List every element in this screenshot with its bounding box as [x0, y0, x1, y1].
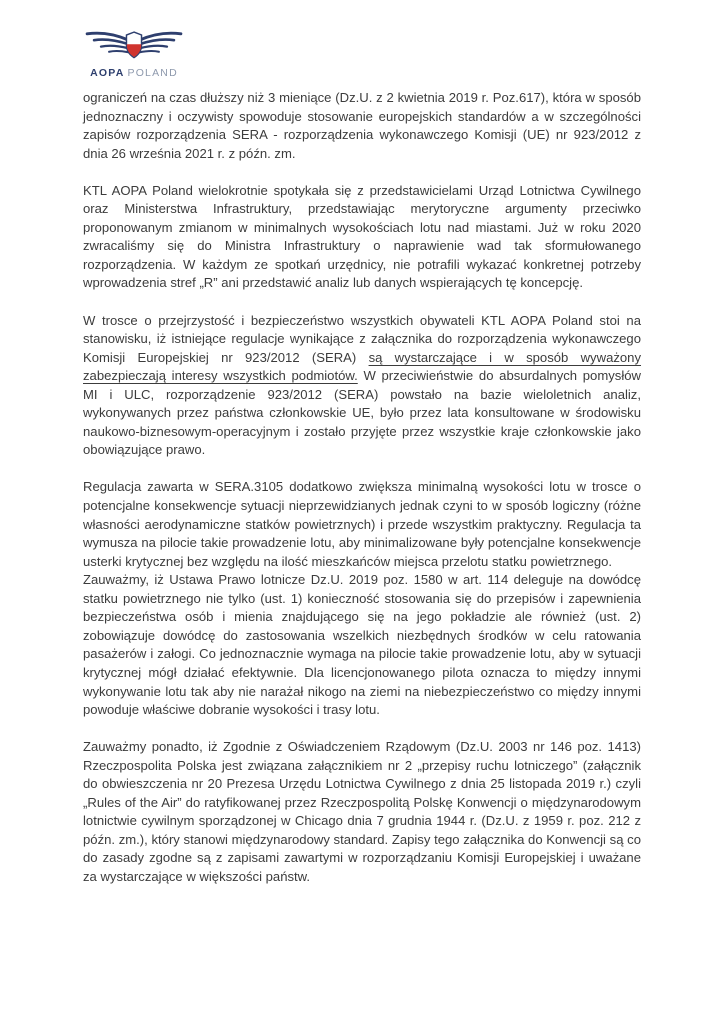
aopa-wings-icon	[78, 26, 190, 66]
paragraph-1: ograniczeń na czas dłuższy niż 3 mieniące (Dz.U. z 2 kwietnia 2019 r. Poz.617), która w sposób jednoznaczny i oczywisty spowoduje stosowanie europejskich standardów a w szczególności zapisów rozporządzenia SERA - rozporządzenia wykonawczego Komisji (UE) nr 923/2012 z dnia 26 września 2021 r. z późn. zm.	[83, 90, 641, 161]
paragraph-3-lead: W trosce o przejrzystość i bezpieczeństwo wszystkich obywateli KTL AOPA Poland stoi na stanowisku, iż istniejące regulacje wynikające z załącznika do rozporządzenia wykonawczego Komisji Europejskiej nr 923/2012 (SERA)	[83, 312, 641, 365]
underlined-statement: są wystarczające i w sposób wyważony zabezpieczają interesy wszystkich podmiotów.	[83, 349, 642, 384]
paragraph-4: Regulacja zawarta w SERA.3105 dodatkowo zwiększa minimalną wysokości lotu w trosce o potencjalne konsekwencje sytuacji nieprzewidzianych jednak czyni to w sposób logiczny (różne własności aerodynamiczne statków powietrznych) i przede wszystkim praktyczny. Regulacja ta wymusza na pilocie takie prowadzenie lotu, aby minimalizowane były potencjalne konsekwencje usterki krytycznej bez względu na ilość mieszkańców miejsca przelotu statku powietrznego.	[83, 479, 641, 569]
paragraph-3	[83, 312, 641, 460]
paragraph-5: Zauważmy, iż Ustawa Prawo lotnicze Dz.U. 2019 poz. 1580 w art. 114 deleguje na dowódcę statku powietrznego nie tylko (ust. 1) konieczność stosowania się do przepisów i zapewnienia bezpieczeństwa osób i mienia znajdującego się na jego pokładzie ale również (ust. 2) zobowiązuje dowódcę do zastosowania wszelkich niezbędnych środków w celu ratowania pasażerów i załogi. Co jednoznacznie wymaga na pilocie takie prowadzenie lotu, aby w sytuacji krytycznej mógł działać efektywnie. Dla licencjonowanego pilota oznacza to między innymi wykonywanie lotu tak aby nie narażał nikogo na ziemi na niebezpieczeństwo co między innymi powoduje właściwe dobranie wysokości i trasy lotu.	[83, 572, 641, 718]
paragraph-3-rest: W przeciwieństwie do absurdalnych pomysłów MI i ULC, rozporządzenie 923/2012 (SERA) powstało na bazie wieloletnich analiz, wykonywanych przez państwa członkowskie UE, było przez lata konsultowane w środowisku naukowo-biznesowym-operacyjnym i zostało przyjęte przez wszystkie kraje członkowskie jako obowiązujące prawo.	[83, 368, 641, 458]
shield-icon	[126, 32, 141, 57]
letter-body	[83, 89, 641, 905]
logo-org-name: AOPA	[90, 67, 125, 79]
paragraph-2: KTL AOPA Poland wielokrotnie spotykała się z przedstawicielami Urząd Lotnictwa Cywilnego oraz Ministerstwa Infrastruktury, przedstawiając merytoryczne argumenty przeciwko proponowanym zmianom w minimalnych wysokościach lotu nad miastami. Już w roku 2020 zwracaliśmy się do Ministra Infrastruktury o naprawienie wad tak sformułowanego rozporządzenia. W każdym ze spotkań urzędnicy, nie potrafili wykazać konkretnej potrzeby wprowadzenia stref „R” ani przedstawić analiz lub danych wspierających tę koncepcję.	[83, 182, 641, 291]
aopa-logo	[78, 26, 190, 79]
logo-country-name: POLAND	[127, 67, 178, 79]
paragraph-6: Zauważmy ponadto, iż Zgodnie z Oświadczeniem Rządowym (Dz.U. 2003 nr 146 poz. 1413) Rzeczpospolita Polska jest związana załącznikiem nr 2 „przepisy ruchu lotniczego” (załącznik do obwieszczenia nr 20 Prezesa Urzędu Lotnictwa Cywilnego z dnia 25 listopada 2019 r.) czyli „Rules of the Air” do ratyfikowanej przez Rzeczpospolitą Polskę Konwencji o międzynarodowym lotnictwie cywilnym sporządzonej w Chicago dnia 7 grudnia 1944 r. (Dz.U. z 1959 r. poz. 212 z późn. zm.), który stanowi międzynarodowy standard. Zapisy tego załącznika do Konwencji są co do zasady zgodne są z zapisami zawartymi w rozporządzaniu Komisji Europejskiej i uważane za wystarczające w większości państw.	[83, 739, 641, 884]
logo-wordmark	[78, 67, 190, 79]
